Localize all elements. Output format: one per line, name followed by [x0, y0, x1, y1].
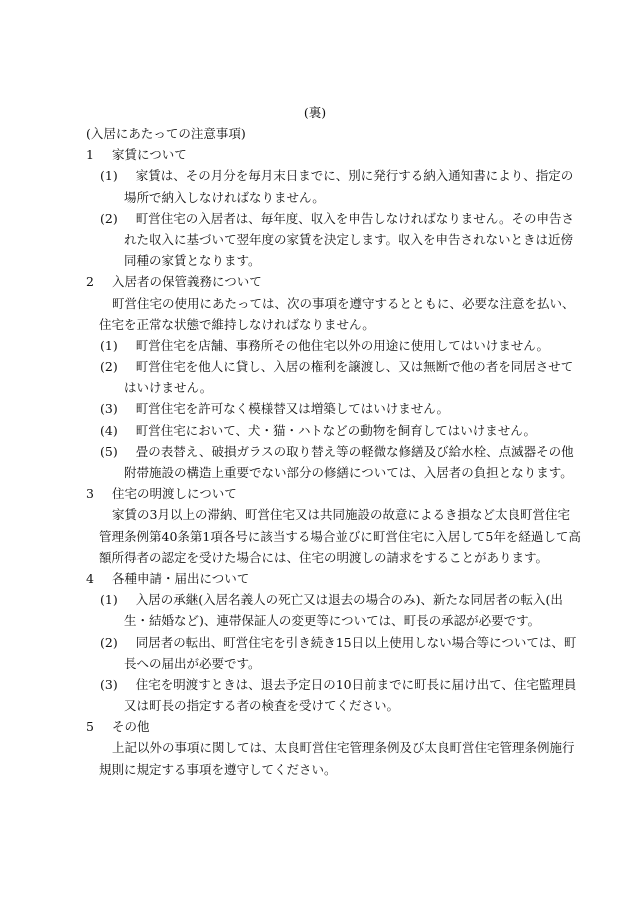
- item-text: 畳の表替え、破損ガラスの取り替え等の軽微な修繕及び給水栓、点滅器その他: [135, 443, 574, 459]
- list-item: [86, 441, 574, 462]
- paragraph-text: 町営住宅の使用にあたっては、次の事項を遵守するとともに、必要な注意を払い、: [112, 295, 575, 311]
- item-number: (1): [100, 592, 118, 608]
- section-title: その他: [111, 719, 150, 735]
- section-heading: [86, 271, 558, 292]
- list-item: [86, 165, 574, 186]
- list-item: [86, 356, 574, 377]
- side-label: (裏): [303, 105, 327, 120]
- item-text: 町営住宅を許可なく模様替又は増築してはいけません。: [135, 401, 449, 417]
- section-title: 住宅の明渡しについて: [111, 486, 237, 502]
- item-text-continued: 場所で納入しなければなりません。: [124, 189, 325, 205]
- section-title: 家賃について: [111, 147, 187, 163]
- item-text-continued: 同種の家賃となります。: [124, 253, 261, 269]
- paragraph-text-continued: 規則に規定する事項を遵守してください。: [99, 761, 337, 777]
- item-text: 入居の承継(入居名義人の死亡又は退去の場合のみ)、新たな同居者の転入(出: [135, 592, 563, 608]
- item-number: (1): [100, 337, 118, 353]
- item-number: (4): [100, 422, 118, 438]
- section-heading: [86, 144, 558, 165]
- section-title: 各種申請・届出について: [111, 570, 250, 586]
- notice-body: [86, 123, 581, 780]
- paragraph-text: 上記以外の事項に関しては、太良町営住宅管理条例及び太良町営住宅管理条例施行: [112, 740, 575, 756]
- item-number: (2): [100, 359, 118, 375]
- item-text: 町営住宅の入居者は、毎年度、収入を申告しなければなりません。その申告さ: [135, 210, 574, 226]
- list-item: [86, 335, 558, 356]
- document-heading: (入居にあたっての注意事項): [86, 126, 246, 141]
- list-item: [86, 674, 577, 695]
- section-heading: [86, 716, 558, 737]
- item-number: (3): [100, 401, 118, 417]
- list-item: [86, 632, 577, 653]
- item-text-continued: 附帯施設の構造上重要でない部分の修繕については、入居者の負担となります。: [124, 465, 573, 480]
- section-heading: [86, 483, 558, 504]
- paragraph-text-continued: 住宅を正常な状態で維持しなければなりません。: [99, 316, 375, 332]
- section-number: 3: [86, 486, 94, 502]
- item-text-continued: 長への届出が必要です。: [124, 655, 261, 671]
- item-text: 町営住宅を他人に貸し、入居の権利を譲渡し、又は無断で他の者を同居させて: [135, 359, 574, 375]
- item-text-continued: れた収入に基づいて翌年度の家賃を決定します。収入を申告されないときは近傍: [124, 231, 574, 247]
- item-text-continued: はいけません。: [124, 380, 213, 396]
- item-text-continued: 生・結婚など)、連帯保証人の変更等については、町長の承認が必要です。: [124, 613, 541, 629]
- section-number: 2: [86, 274, 94, 290]
- item-number: (2): [100, 210, 118, 226]
- item-number: (2): [100, 634, 118, 650]
- list-item: [86, 420, 558, 441]
- list-item: [86, 398, 558, 419]
- section-number: 1: [86, 147, 94, 163]
- paragraph-text-continued: 額所得者の認定を受けた場合には、住宅の明渡しの請求をすることがあります。: [99, 549, 549, 565]
- list-item: [86, 589, 563, 610]
- list-item: [86, 208, 574, 229]
- item-text: 住宅を明渡すときは、退去予定日の10日前までに町長に届け出て、住宅監理員: [135, 676, 577, 692]
- paragraph-text: 家賃の3月以上の滞納、町営住宅又は共同施設の故意によるき損など太良町営住宅: [112, 507, 570, 523]
- item-text: 家賃は、その月分を毎月末日までに、別に発行する納入通知書により、指定の: [135, 168, 574, 184]
- section-title: 入居者の保管義務について: [111, 274, 262, 290]
- section-number: 5: [86, 719, 94, 735]
- item-text: 町営住宅において、犬・猫・ハトなどの動物を飼育してはいけません。: [135, 422, 536, 438]
- item-number: (3): [100, 676, 118, 692]
- item-text-continued: 又は町長の指定する者の検査を受けてください。: [124, 698, 400, 714]
- item-text: 町営住宅を店舗、事務所その他住宅以外の用途に使用してはいけません。: [135, 337, 549, 353]
- section-heading: [86, 568, 558, 589]
- paragraph-text-continued: 管理条例第40条第1項各号に該当する場合並びに町営住宅に入居して5年を経過して高: [99, 528, 581, 544]
- item-number: (5): [100, 443, 118, 459]
- section-number: 4: [86, 570, 94, 586]
- item-number: (1): [100, 168, 118, 184]
- item-text: 同居者の転出、町営住宅を引き続き15日以上使用しない場合等については、町: [135, 634, 577, 650]
